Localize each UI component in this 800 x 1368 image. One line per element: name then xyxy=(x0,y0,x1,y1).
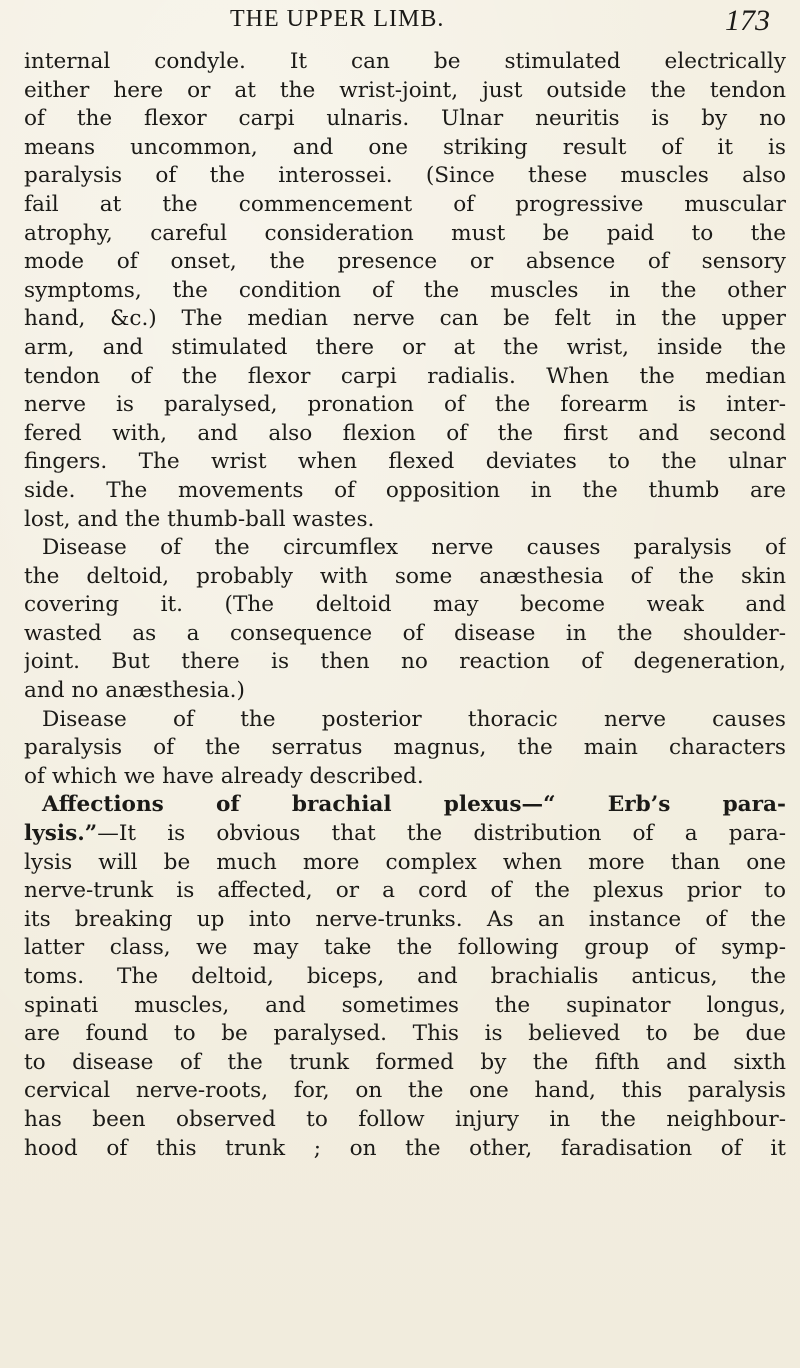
text-line xyxy=(24,906,786,935)
line-text: hand, &c.) The median nerve can be felt in the upper xyxy=(24,306,786,332)
text-line xyxy=(24,1049,786,1078)
line-text: spinati muscles, and sometimes the supinator longus, xyxy=(24,992,786,1018)
text-line xyxy=(24,334,786,363)
line-text: paralysis of the serratus magnus, the main characters xyxy=(24,735,786,761)
line-text: fingers. The wrist when flexed deviates to the ulnar xyxy=(24,449,786,475)
text-line xyxy=(24,706,786,735)
section-heading: Affections of brachial plexus—“ Erb’s para- xyxy=(42,792,786,818)
text-line xyxy=(24,877,786,906)
text-line xyxy=(24,220,786,249)
line-text: of the flexor carpi ulnaris. Ulnar neuritis is by no xyxy=(24,106,786,132)
line-text: the deltoid, probably with some anæsthesia of the skin xyxy=(24,563,786,589)
text-line xyxy=(24,648,786,677)
line-text: joint. But there is then no reaction of degeneration, xyxy=(24,649,786,675)
text-line xyxy=(24,763,786,792)
line-text: internal condyle. It can be stimulated electrically xyxy=(24,49,786,74)
line-text: means uncommon, and one striking result of it is xyxy=(24,134,786,160)
text-line xyxy=(24,105,786,134)
text-line xyxy=(24,1020,786,1049)
text-line xyxy=(24,277,786,306)
line-text: tendon of the flexor carpi radialis. When the median xyxy=(24,363,786,389)
line-text: has been observed to follow injury in the neighbour- xyxy=(24,1106,786,1132)
text-line xyxy=(24,934,786,963)
running-title: THE UPPER LIMB. xyxy=(230,6,445,32)
line-text: fered with, and also flexion of the first and second xyxy=(24,420,786,446)
line-text: Disease of the circumflex nerve causes paralysis of xyxy=(42,535,786,561)
line-text: nerve is paralysed, pronation of the forearm is inter- xyxy=(24,392,786,418)
line-text: its breaking up into nerve-trunks. As an instance of the xyxy=(24,906,786,932)
page-number: 173 xyxy=(725,4,770,37)
text-line xyxy=(24,506,786,535)
text-line xyxy=(24,734,786,763)
text-line xyxy=(24,591,786,620)
text-line xyxy=(24,448,786,477)
line-text: either here or at the wrist-joint, just outside the tendon xyxy=(24,77,786,103)
section-heading: lysis.” xyxy=(24,821,98,847)
text-line xyxy=(24,134,786,163)
line-text: symptoms, the condition of the muscles in the other xyxy=(24,277,786,303)
line-text: lysis will be much more complex when more than one xyxy=(24,849,786,875)
body-text xyxy=(24,48,786,1163)
text-line xyxy=(24,1077,786,1106)
line-text: Disease of the posterior thoracic nerve causes xyxy=(42,706,786,732)
line-text: of which we have already described. xyxy=(24,763,424,789)
line-text: arm, and stimulated there or at the wrist, inside the xyxy=(24,334,786,360)
line-text: to disease of the trunk formed by the fifth and sixth xyxy=(24,1049,786,1075)
running-head xyxy=(0,4,800,40)
line-text: paralysis of the interossei. (Since these muscles also xyxy=(24,163,786,189)
line-text: lost, and the thumb-ball wastes. xyxy=(24,506,375,532)
line-text: fail at the commencement of progressive muscular xyxy=(24,191,786,217)
line-text: covering it. (The deltoid may become weak and xyxy=(24,592,786,618)
text-line xyxy=(24,477,786,506)
text-line xyxy=(24,534,786,563)
line-text: cervical nerve-roots, for, on the one hand, this paralysis xyxy=(24,1078,786,1104)
text-line xyxy=(24,1106,786,1135)
text-line xyxy=(24,820,786,849)
text-line xyxy=(24,992,786,1021)
line-text: side. The movements of opposition in the thumb are xyxy=(24,477,786,503)
text-line xyxy=(24,620,786,649)
text-line xyxy=(24,677,786,706)
line-text: hood of this trunk ; on the other, faradisation of it xyxy=(24,1135,786,1161)
line-text: toms. The deltoid, biceps, and brachialis anticus, the xyxy=(24,964,786,989)
line-text: and no anæsthesia.) xyxy=(24,678,245,704)
text-line xyxy=(24,391,786,420)
text-line xyxy=(24,162,786,191)
line-text: latter class, we may take the following group of symp- xyxy=(24,935,786,961)
line-text: wasted as a consequence of disease in the shoulder- xyxy=(24,620,786,646)
text-line xyxy=(24,563,786,592)
text-line xyxy=(24,77,786,106)
line-text: are found to be paralysed. This is believed to be due xyxy=(24,1021,786,1047)
text-line xyxy=(24,48,786,77)
line-text: mode of onset, the presence or absence of sensory xyxy=(24,249,786,275)
text-line xyxy=(24,791,786,820)
line-text: —It is obvious that the distribution of a para- xyxy=(97,821,786,847)
text-line xyxy=(24,363,786,392)
text-line xyxy=(24,191,786,220)
text-line xyxy=(24,963,786,992)
text-line xyxy=(24,248,786,277)
line-text: atrophy, careful consideration must be paid to the xyxy=(24,220,786,246)
text-line xyxy=(24,849,786,878)
text-line xyxy=(24,420,786,449)
text-line xyxy=(24,1135,786,1164)
line-text: nerve-trunk is affected, or a cord of the plexus prior to xyxy=(24,878,786,904)
text-line xyxy=(24,305,786,334)
